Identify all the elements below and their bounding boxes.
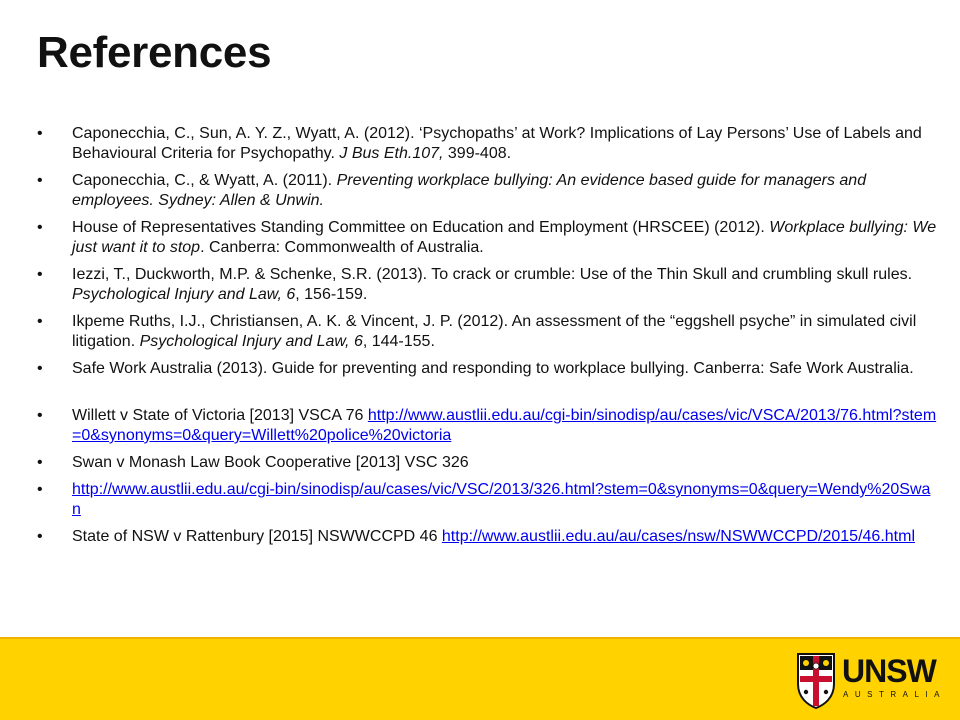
reference-link[interactable]: http://www.austlii.edu.au/au/cases/nsw/NSWWCCPD/2015/46.html: [441, 528, 915, 545]
reference-italic-text: J Bus Eth.107,: [339, 145, 444, 162]
reference-link[interactable]: http://www.austlii.edu.au/cgi-bin/sinodisp/au/cases/vic/VSCA/2013/76.html?stem=0&synonyms=0&query=Willett%20police%20victoria: [72, 407, 937, 444]
reference-text: Ikpeme Ruths, I.J., Christiansen, A. K. & Vincent, J. P. (2012). An assessment of the “eggshell psyche” in simulated civil litigation.: [72, 313, 917, 350]
reference-italic-text: Psychological Injury and Law, 6: [139, 333, 363, 350]
reference-italic-text: Psychological Injury and Law, 6: [72, 286, 296, 303]
slide-title: References: [37, 28, 272, 77]
reference-item: [37, 359, 937, 379]
reference-text: State of NSW v Rattenbury [2015] NSWWCCPD 46: [72, 528, 442, 545]
reference-item: [37, 453, 937, 473]
reference-item: [37, 527, 937, 547]
reference-item: [37, 218, 937, 258]
reference-text: 399-408.: [443, 145, 512, 162]
reference-text: House of Representatives Standing Committee on Education and Employment (HRSCEE) (2012).: [72, 219, 770, 236]
unsw-logo: [796, 652, 946, 712]
reference-item: [37, 171, 937, 211]
reference-item: [37, 124, 937, 164]
reference-text: . Canberra: Commonwealth of Australia.: [200, 239, 484, 256]
logo-subtitle: AUSTRALIA: [843, 690, 946, 699]
reference-text: Willett v State of Victoria [2013] VSCA 76: [72, 407, 368, 424]
reference-text: Caponecchia, C., & Wyatt, A. (2011).: [72, 172, 337, 189]
reference-text: Caponecchia, C., Sun, A. Y. Z., Wyatt, A. (2012). ‘Psychopaths’ at Work? Implications of Lay Persons’ Use of Labels and Behavioural Criteria for Psychopathy.: [72, 125, 922, 162]
reference-link[interactable]: http://www.austlii.edu.au/cgi-bin/sinodisp/au/cases/vic/VSC/2013/326.html?stem=0&synonyms=0&query=Wendy%20Swan: [72, 481, 931, 518]
reference-text: Iezzi, T., Duckworth, M.P. & Schenke, S.R. (2013). To crack or crumble: Use of the Thin Skull and crumbling skull rules.: [72, 266, 913, 283]
reference-text: , 144-155.: [362, 333, 435, 350]
reference-italic-text: Preventing workplace bullying: An evidence based guide for managers and employees. Sydney: Allen & Unwin.: [72, 172, 867, 209]
reference-item: [37, 480, 937, 520]
footer-divider: [0, 637, 960, 639]
reference-text: Swan v Monash Law Book Cooperative [2013] VSC 326: [72, 454, 469, 471]
logo-wordmark: UNSW: [842, 653, 936, 689]
unsw-crest-icon: [796, 652, 836, 710]
reference-text: Safe Work Australia (2013). Guide for preventing and responding to workplace bullying. Canberra: Safe Work Australia.: [72, 360, 914, 377]
reference-list: [37, 124, 937, 554]
reference-text: , 156-159.: [295, 286, 368, 303]
reference-item: [37, 265, 937, 305]
reference-item: [37, 406, 937, 446]
reference-item: [37, 312, 937, 352]
reference-italic-text: Workplace bullying: We just want it to stop: [72, 219, 937, 256]
